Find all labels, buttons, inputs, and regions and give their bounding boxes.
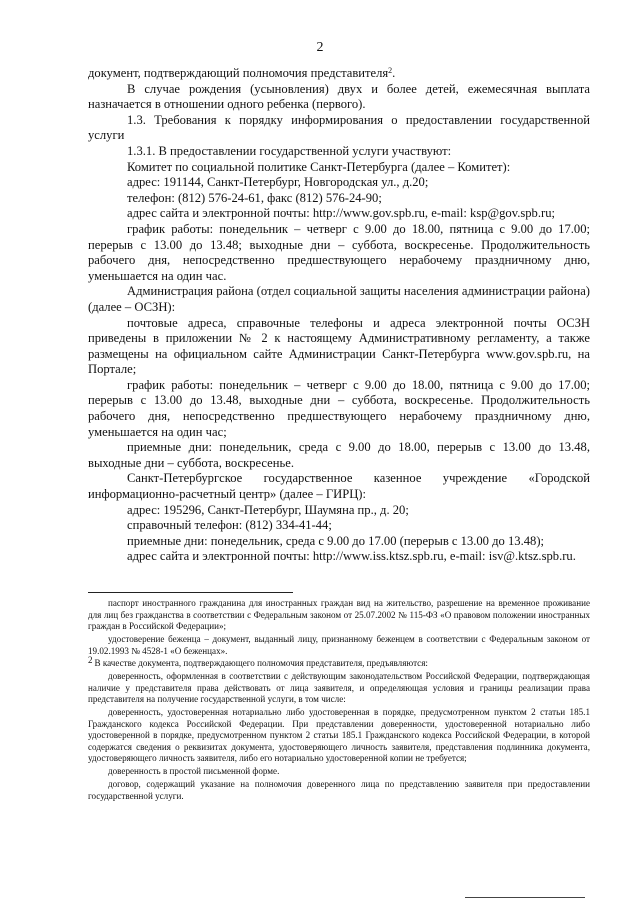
ozn-reception: приемные дни: понедельник, среда с 9.00 до 18.00, перерыв с 13.00 до 13.48, выходные дни – суббота, воскресенье. [88, 440, 590, 470]
footnotes [88, 598, 590, 803]
girc-name: Санкт-Петербургское государственное казенное учреждение «Городской информационно-расчетный центр» (далее – ГИРЦ): [88, 471, 590, 502]
footnote-2-item-1: доверенность, оформленная в соответствии с действующим законодательством Российской Федерации, подтверждающая наличие у представителя права действовать от лица заявителя, и определяющая условия и границы реализации права представителя на получение государственной услуги, в том числе: [88, 671, 590, 705]
continuation-text: документ, подтверждающий полномочия представителя [88, 66, 389, 80]
paragraph-continuation: документ, подтверждающий полномочия представителя$^2$. [88, 66, 396, 80]
footnote-ref: 2 [388, 66, 393, 75]
girc-reception: приемные дни: понедельник, среда с 9.00 до 17.00 (перерыв с 13.00 до 13.48); [127, 533, 545, 548]
committee-name: Комитет по социальной политике Санкт-Петербурга (далее – Комитет): [127, 159, 511, 174]
committee-phone: телефон: (812) 576-24-61, факс (812) 576-24-90; [127, 190, 382, 205]
footnote-2-intro-line [88, 655, 590, 670]
footnote-2-item-3: доверенность в простой письменной форме. [108, 766, 280, 777]
bottom-edge-line [465, 897, 585, 898]
footnote-refugee: удостоверение беженца – документ, выданный лицу, признанному беженцем в соответствии с Федеральным законом от 19.02.1993 № 4528-1 «О беженцах». [88, 633, 590, 656]
committee-schedule: график работы: понедельник – четверг с 9.00 до 18.00, пятница с 9.00 до 17.00; перерыв с 13.00 до 13.48; выходные дни – суббота, воскресенье. Продолжительность рабочего дня, непосредственно предшествующего нерабочему праздничному дню, уменьшается на один час. [88, 221, 590, 283]
footnote-divider [88, 592, 293, 593]
footnote-2-item-4: договор, содержащий указание на полномочия доверенного лица по представлению заявителя при предоставлении государственной услуги. [88, 779, 590, 801]
girc-web: адрес сайта и электронной почты: http://www.iss.ktsz.spb.ru, e-mail: isv@.ktsz.spb.ru. [127, 549, 576, 564]
ozn-schedule: график работы: понедельник – четверг с 9.00 до 18.00, пятница с 9.00 до 17.00; перерыв с 13.00 до 13.48, выходные дни – суббота, воскресенье. Продолжительность рабочего дня, непосредственно предшествующего нерабочему праздничному дню, уменьшается на один час; [88, 377, 590, 439]
section-heading-1-3-1: 1.3.1. В предоставлении государственной услуги участвуют: [127, 143, 452, 158]
footnote-passport: паспорт иностранного гражданина для иностранных граждан вид на жительство, разрешение на временное проживание для лиц без гражданства в соответствии с Федеральным законом от 25.07.2002 № 115-ФЗ «О правовом положении иностранных граждан в Российской Федерации»; [88, 598, 590, 632]
footnote-2-intro: В качестве документа, подтверждающего полномочия представителя, предъявляются: [94, 658, 428, 669]
committee-web: адрес сайта и электронной почты: http://www.gov.spb.ru, e-mail: ksp@gov.spb.ru; [127, 206, 555, 221]
section-heading-1-3: 1.3. Требования к порядку информирования о предоставлении государственной услуги [88, 112, 590, 143]
girc-address: адрес: 195296, Санкт-Петербург, Шаумяна пр., д. 20; [127, 502, 409, 517]
paragraph-birth: В случае рождения (усыновления) двух и более детей, ежемесячная выплата назначается в отношении одного ребенка (первого). [88, 81, 590, 112]
committee-address: адрес: 191144, Санкт-Петербург, Новгородская ул., д.20; [127, 175, 429, 190]
footnote-2-marker: 2 [88, 655, 93, 666]
ozn-name: Администрация района (отдел социальной защиты населения администрации района) (далее – ОСЗН): [88, 284, 590, 314]
girc-phone: справочный телефон: (812) 334-41-44; [127, 518, 332, 533]
footnote-2-item-2: доверенность, удостоверенная нотариально либо удостоверенная в порядке, предусмотренном пунктом 2 статьи 185.1 Гражданского кодекса Российской Федерации. При представлении доверенности, удостоверенной нотариально либо удостоверенной в порядке, предусмотренном пунктом 2 статьи 185.1 Гражданского кодекса Российской Федерации, в которой содержатся сведения о реквизитах документа, удостоверяющего личность заявителя, представления подлинника документа, удостоверяющего личность заявителя, либо его нотариально удостоверенной копии не требуется; [88, 707, 590, 764]
main-text [88, 66, 590, 565]
ozn-contacts: почтовые адреса, справочные телефоны и адреса электронной почты ОСЗН приведены в приложении № 2 к настоящему Административному регламенту, а также размещены на официальном сайте Администрации Санкт-Петербурга www.gov.spb.ru, на Портале; [88, 315, 590, 377]
page-number: 2 [316, 40, 324, 55]
